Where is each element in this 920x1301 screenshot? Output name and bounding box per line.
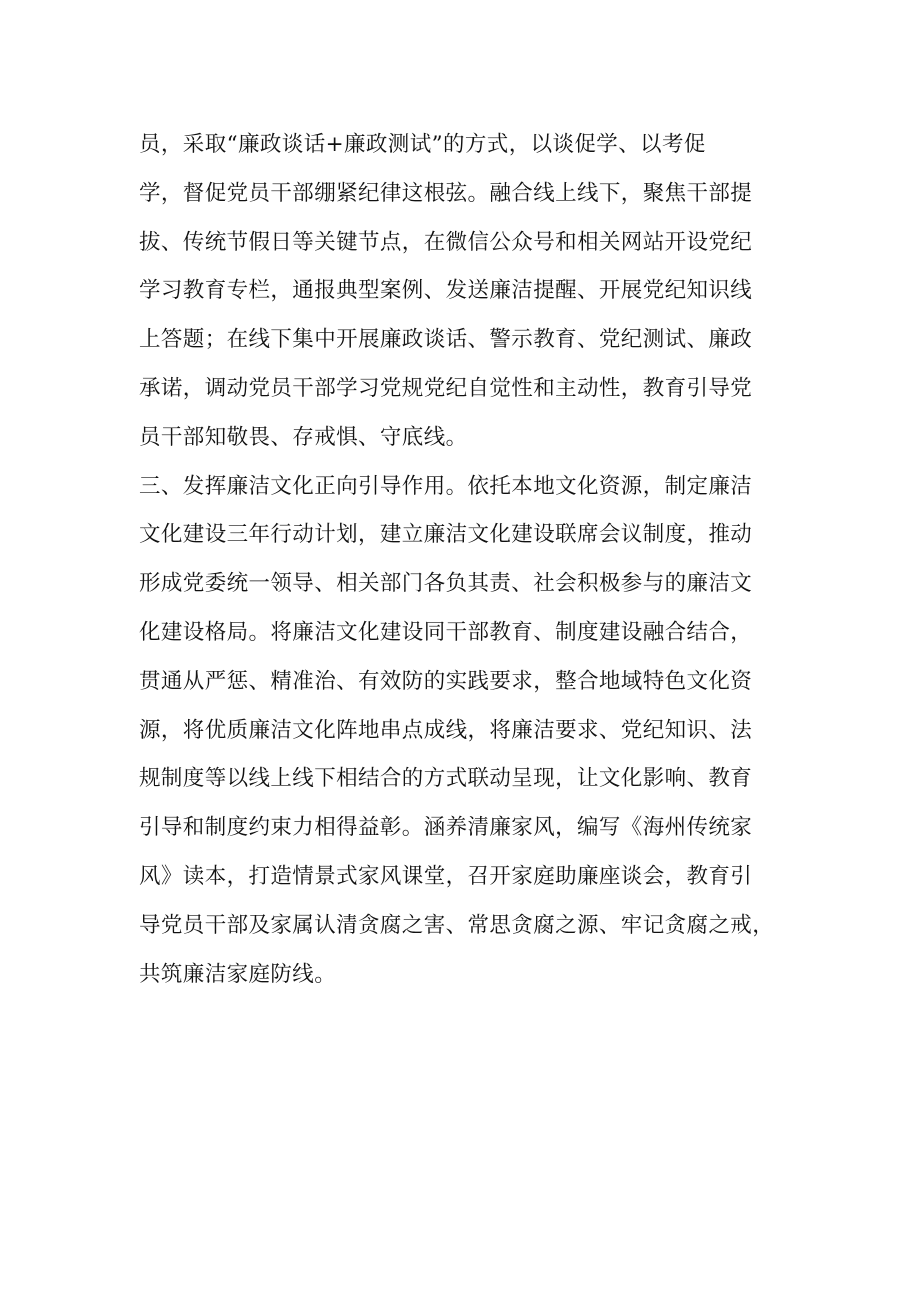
- text-line: 贯通从严惩、精准治、有效防的实践要求，整合地域特色文化资: [139, 668, 753, 694]
- section-heading-line: 三、发挥廉洁文化正向引导作用。依托本地文化资源，制定廉洁: [139, 473, 753, 499]
- text-line: 化建设格局。将廉洁文化建设同干部教育、制度建设融合结合，: [139, 619, 753, 645]
- text-line: 形成党委统一领导、相关部门各负其责、社会积极参与的廉洁文: [139, 571, 753, 597]
- text-line: 引导和制度约束力相得益彰。涵养清廉家风，编写《海州传统家: [139, 815, 753, 841]
- text-line: 拔、传统节假日等关键节点，在微信公众号和相关网站开设党纪: [139, 229, 753, 255]
- body-text: [139, 121, 839, 999]
- text-line: 员干部知敬畏、存戒惧、守底线。: [139, 424, 468, 450]
- text-line: 学习教育专栏，通报典型案例、发送廉洁提醒、开展党纪知识线: [139, 278, 753, 304]
- text-line: 承诺，调动党员干部学习党规党纪自觉性和主动性，教育引导党: [139, 375, 753, 401]
- text-line: 风》读本，打造情景式家风课堂，召开家庭助廉座谈会，教育引: [139, 863, 753, 889]
- text-line: 上答题；在线下集中开展廉政谈话、警示教育、党纪测试、廉政: [139, 327, 753, 353]
- text-line: 规制度等以线上线下相结合的方式联动呈现，让文化影响、教育: [139, 766, 753, 792]
- text-line: 学，督促党员干部绷紧纪律这根弦。融合线上线下，聚焦干部提: [139, 180, 753, 206]
- text-line: 源，将优质廉洁文化阵地串点成线，将廉洁要求、党纪知识、法: [139, 717, 753, 743]
- text-line: 员，采取“廉政谈话+廉政测试”的方式，以谈促学、以考促: [139, 132, 706, 157]
- text-line: 导党员干部及家属认清贪腐之害、常思贪腐之源、牢记贪腐之戒，: [139, 912, 775, 938]
- text-line: 共筑廉洁家庭防线。: [139, 961, 337, 987]
- text-line: 文化建设三年行动计划，建立廉洁文化建设联席会议制度，推动: [139, 522, 753, 548]
